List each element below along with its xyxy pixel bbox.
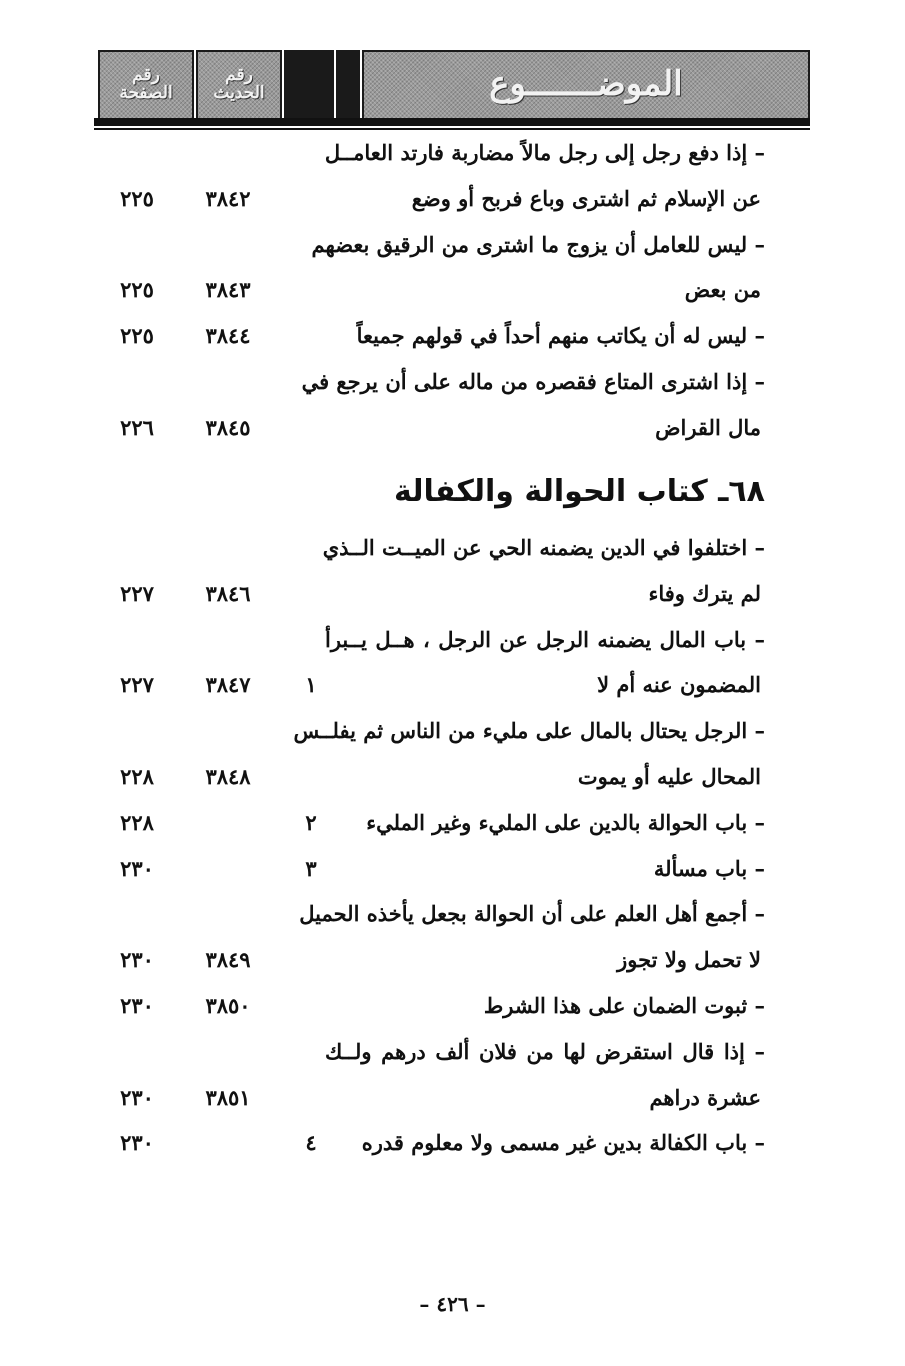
table-header <box>0 50 905 120</box>
entry-text: – ليس للعامل أن يزوج ما اشترى من الرقيق بعضهم <box>311 231 765 257</box>
index-row <box>0 757 905 797</box>
header-divider <box>336 50 360 120</box>
header-rule <box>94 118 810 126</box>
hadith-number: ٣٨٤٥ <box>205 414 251 440</box>
hadith-header-label-2: الحديث <box>213 83 265 103</box>
entry-text: – إذا قال استقرض لها من فلان ألف درهم ولــك <box>325 1038 765 1064</box>
hadith-number: ٣٨٤٨ <box>205 764 251 789</box>
entry-text: – اختلفوا في الدين يضمنه الحي عن الميــت الــذي <box>322 535 765 560</box>
page-number-cell: ٢٣٠ <box>120 947 154 973</box>
hadith-number: ٣٨٥٠ <box>205 993 251 1018</box>
index-row <box>0 1123 905 1163</box>
page-number-cell: ٢٣٠ <box>120 1130 154 1156</box>
page-number-cell: ٢٣٠ <box>120 1084 154 1110</box>
entry-text: – باب المال يضمنه الرجل عن الرجل ، هــل يــبرأ <box>325 626 765 652</box>
index-row <box>0 620 905 660</box>
entry-text: – ليس له أن يكاتب منهم أحداً في قولهم جميعاً <box>356 323 765 349</box>
entry-text: من بعض <box>684 277 761 303</box>
index-row <box>0 408 905 448</box>
page-header-label-1: رقم <box>132 65 160 86</box>
index-row <box>0 986 905 1026</box>
page-number-cell: ٢٢٥ <box>120 185 154 211</box>
hadith-number: ٣٨٤٣ <box>205 277 251 303</box>
hadith-number: ٣٨٤٤ <box>205 323 251 349</box>
hadith-number: ٣٨٥١ <box>205 1084 251 1110</box>
index-row <box>0 894 905 934</box>
page-number-cell: ٢٢٨ <box>120 764 154 789</box>
page-header-label-2: الصفحة <box>119 83 173 103</box>
index-row <box>0 803 905 843</box>
entry-text: مال القراض <box>655 414 761 440</box>
entry-text: – إذا دفع رجل إلى رجل مالاً مضاربة فارتد العامــل <box>324 140 765 165</box>
index-row <box>0 179 905 219</box>
page-number-cell: ٢٢٨ <box>120 809 154 835</box>
index-row <box>0 225 905 265</box>
page-number-cell: ٢٢٧ <box>120 580 154 606</box>
hadith-header-label-1: رقم <box>225 65 253 86</box>
entry-text: لا تحمل ولا تجوز <box>617 947 761 973</box>
hadith-number: ٣٨٤٢ <box>205 185 251 211</box>
entry-text: عشرة دراهم <box>649 1084 761 1110</box>
hadith-number: ٣٨٤٦ <box>205 580 251 606</box>
index-row <box>0 362 905 402</box>
index-row <box>0 665 905 705</box>
page-number: – ٤٢٦ – <box>419 1292 486 1316</box>
index-row <box>0 1078 905 1118</box>
index-row <box>0 711 905 751</box>
topic-column-header <box>362 50 810 120</box>
index-row <box>0 270 905 310</box>
header-rule-thin <box>94 128 810 130</box>
bab-number: ٤ <box>305 1130 317 1156</box>
entry-text: المحال عليه أو يموت <box>577 764 761 789</box>
index-row <box>0 849 905 889</box>
entry-text: – باب مسألة <box>653 855 765 881</box>
page-number-cell: ٢٢٦ <box>120 414 154 440</box>
index-row <box>0 316 905 356</box>
index-row <box>0 528 905 568</box>
entry-text: – ثبوت الضمان على هذا الشرط <box>483 993 765 1018</box>
page-number-cell: ٢٣٠ <box>120 993 154 1018</box>
entry-text: عن الإسلام ثم اشترى وباع فربح أو وضع <box>411 185 761 211</box>
entry-text: – باب الكفالة بدين غير مسمى ولا معلوم قدره <box>361 1130 765 1156</box>
entry-text: – الرجل يحتال بالمال على مليء من الناس ثم يفلــس <box>293 718 765 744</box>
entry-text: المضمون عنه أم لا <box>597 672 761 698</box>
bab-number: ٣ <box>305 855 317 881</box>
index-row <box>0 574 905 614</box>
page-number-cell: ٢٢٧ <box>120 672 154 698</box>
bab-column-header <box>284 50 334 120</box>
page-number-cell: ٢٣٠ <box>120 855 154 881</box>
topic-header-label: الموضـــــــوع <box>489 64 683 105</box>
page-number-cell: ٢٢٥ <box>120 277 154 303</box>
hadith-number: ٣٨٤٩ <box>205 947 251 973</box>
entry-text: – باب الحوالة بالدين على المليء وغير المليء <box>366 809 765 835</box>
entry-text: – إذا اشترى المتاع فقصره من ماله على أن يرجع في <box>301 369 765 394</box>
bab-number: ١ <box>305 672 317 698</box>
page-column-header <box>98 50 194 120</box>
page-number-cell: ٢٢٥ <box>120 323 154 349</box>
section-title: ٦٨ـ كتاب الحوالة والكفالة <box>394 474 765 509</box>
index-row <box>0 1032 905 1072</box>
index-row <box>0 940 905 980</box>
entry-text: – أجمع أهل العلم على أن الحوالة بجعل يأخذه الحميل <box>299 901 765 927</box>
index-row <box>0 133 905 173</box>
entry-text: لم يترك وفاء <box>648 580 761 606</box>
bab-number: ٢ <box>305 809 317 835</box>
hadith-number: ٣٨٤٧ <box>205 672 251 698</box>
hadith-column-header <box>196 50 282 120</box>
